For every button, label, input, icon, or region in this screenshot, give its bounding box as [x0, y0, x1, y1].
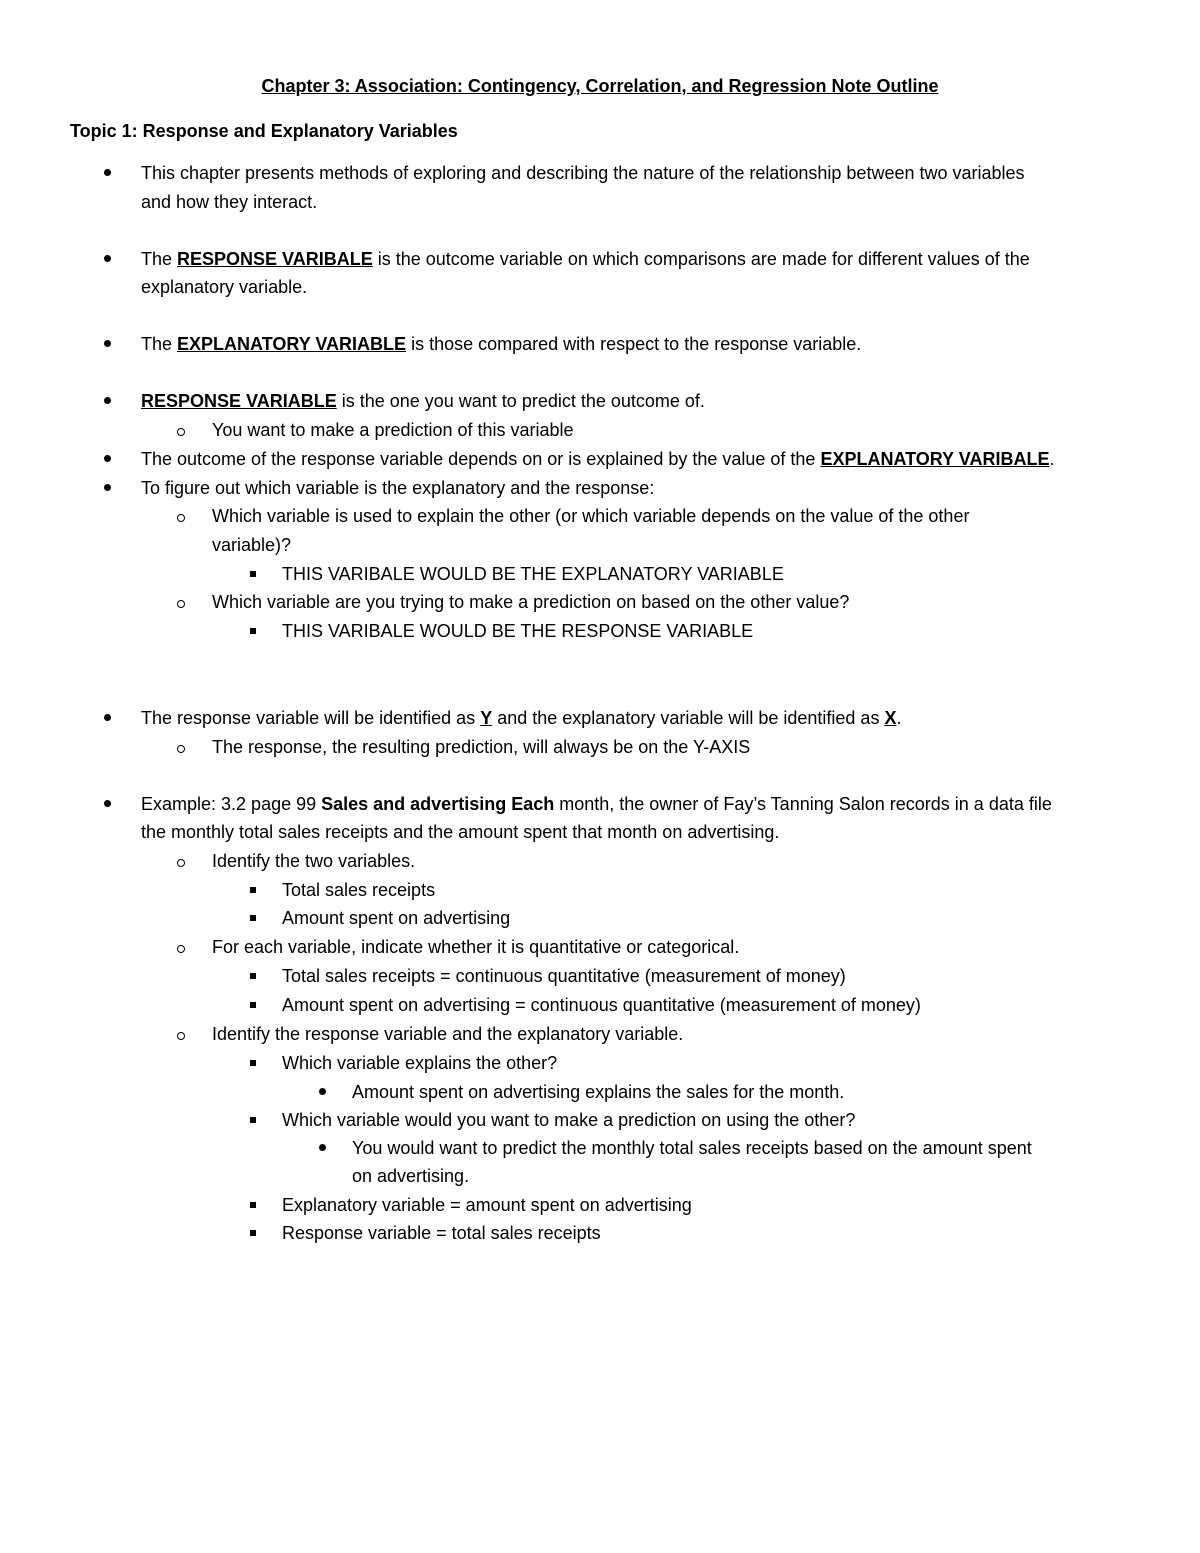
question-explain-line-2: variable)? — [212, 535, 292, 555]
summary-explanatory: Explanatory variable = amount spent on advertising — [282, 1195, 692, 1215]
text-run: . — [896, 708, 902, 728]
text-run: is those compared with respect to the response variable. — [406, 334, 862, 354]
bullet-intro-line-2: and how they interact. — [141, 192, 318, 212]
bullet-response-definition-line-2: explanatory variable. — [141, 277, 308, 297]
term-explanatory-variable: EXPLANATORY VARIABLE — [177, 334, 407, 354]
bullet-intro-line-1: This chapter presents methods of exploring and describing the nature of the relationship between two variables — [141, 163, 1025, 183]
term-x: X — [884, 708, 897, 728]
bullet-figure-out: To figure out which variable is the explanatory and the response: — [141, 478, 655, 498]
text-run: and the explanatory variable will be identified as — [492, 708, 885, 728]
classification-advertising: Amount spent on advertising = continuous quantitative (measurement of money) — [282, 995, 921, 1015]
text-run: The outcome of the response variable depends on or is explained by the value of the — [141, 449, 821, 469]
question-explain-line-1: Which variable is used to explain the other (or which variable depends on the value of the other — [212, 506, 970, 526]
example-bold-text: Sales and advertising Each — [321, 794, 555, 814]
term-response-variable: RESPONSE VARIBALE — [177, 249, 373, 269]
term-response-variable: RESPONSE VARIABLE — [141, 391, 337, 411]
answer-which-explains: Amount spent on advertising explains the sales for the month. — [352, 1082, 845, 1102]
bullet-explanatory-definition — [141, 330, 861, 358]
question-which-predict: Which variable would you want to make a prediction on using the other? — [282, 1110, 856, 1130]
step-identify-response-explanatory: Identify the response variable and the explanatory variable. — [212, 1024, 684, 1044]
text-run: The response variable will be identified as — [141, 708, 481, 728]
classification-sales: Total sales receipts = continuous quantitative (measurement of money) — [282, 966, 846, 986]
step-identify-variables: Identify the two variables. — [212, 851, 416, 871]
bullet-example — [141, 790, 1052, 818]
topic-heading: Topic 1: Response and Explanatory Variables — [70, 121, 458, 141]
bullet-response-predict — [141, 387, 705, 415]
term-explanatory-variable: EXPLANATORY VARIBALE — [820, 449, 1050, 469]
answer-explanatory: THIS VARIBALE WOULD BE THE EXPLANATORY VARIABLE — [282, 564, 784, 584]
question-predict: Which variable are you trying to make a prediction on based on the other value? — [212, 592, 850, 612]
answer-response: THIS VARIBALE WOULD BE THE RESPONSE VARIABLE — [282, 621, 754, 641]
text-run: . — [1049, 449, 1055, 469]
variable-advertising: Amount spent on advertising — [282, 908, 511, 928]
text-run: The — [141, 249, 178, 269]
chapter-title: Chapter 3: Association: Contingency, Correlation, and Regression Note Outline — [261, 76, 939, 96]
bullet-example-line-2: the monthly total sales receipts and the amount spent that month on advertising. — [141, 822, 780, 842]
text-run: is the one you want to predict the outcome of. — [336, 391, 705, 411]
term-y: Y — [480, 708, 493, 728]
question-which-explains: Which variable explains the other? — [282, 1053, 558, 1073]
text-run: The — [141, 334, 178, 354]
text-run: is the outcome variable on which comparisons are made for different values of the — [372, 249, 1030, 269]
text-run: month, the owner of Fay’s Tanning Salon records in a data file — [554, 794, 1052, 814]
variable-sales: Total sales receipts — [282, 880, 436, 900]
answer-which-predict-line-1: You would want to predict the monthly total sales receipts based on the amount spent — [352, 1138, 1032, 1158]
bullet-response-definition — [141, 245, 1030, 273]
sub-bullet-y-axis: The response, the resulting prediction, will always be on the Y-AXIS — [212, 737, 751, 757]
bullet-outcome-depends — [141, 445, 1055, 473]
bullet-y-and-x — [141, 704, 901, 732]
text-run: Example: 3.2 page 99 — [141, 794, 322, 814]
sub-bullet-prediction: You want to make a prediction of this variable — [212, 420, 574, 440]
step-quantitative-categorical: For each variable, indicate whether it is quantitative or categorical. — [212, 937, 740, 957]
answer-which-predict-line-2: on advertising. — [352, 1166, 470, 1186]
summary-response: Response variable = total sales receipts — [282, 1223, 601, 1243]
